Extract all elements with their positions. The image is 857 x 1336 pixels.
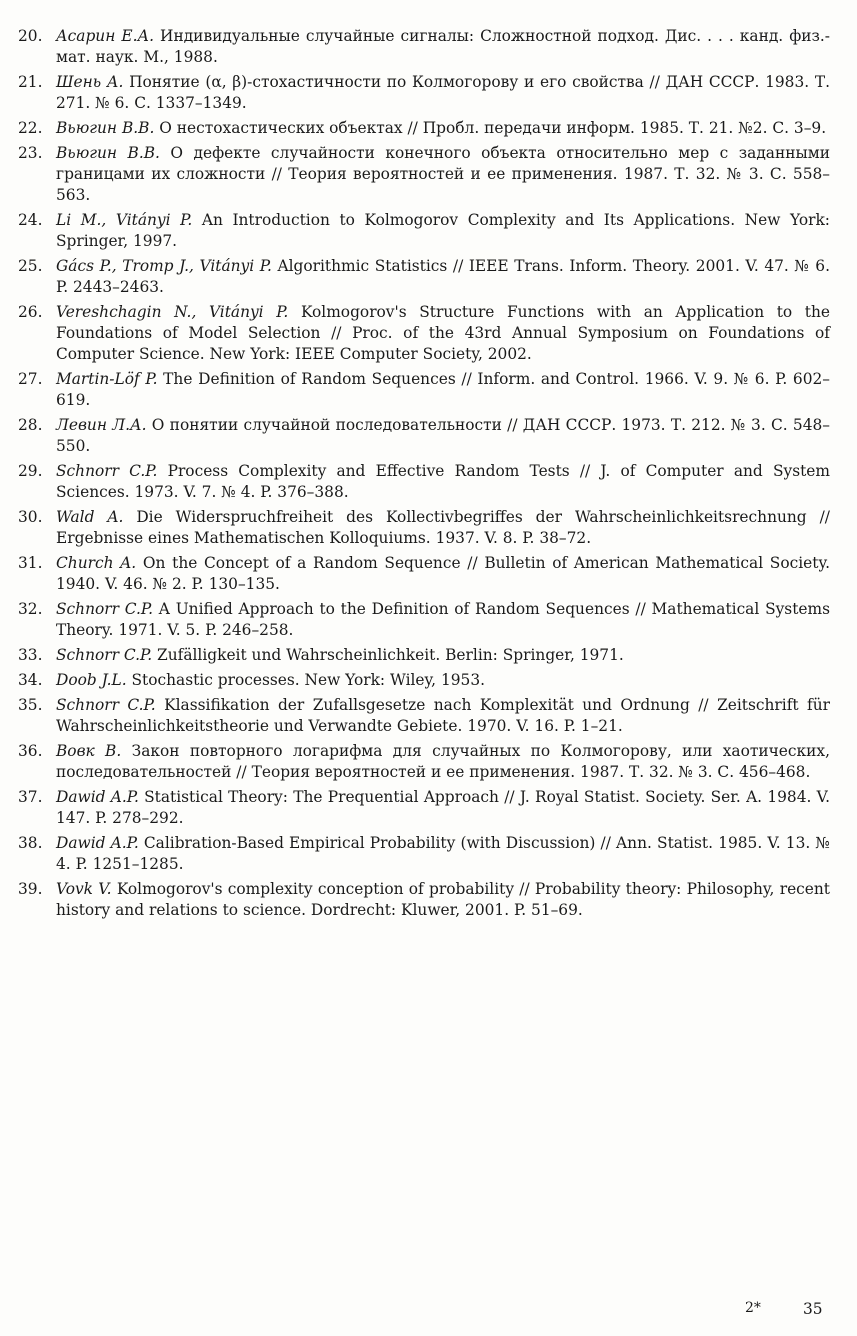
reference-author: Dawid A.P. — [56, 788, 139, 806]
reference-text: Закон повторного логарифма для случайных по Колмогорову, или хаотических, последовательностей // Теория вероятностей и ее применения. 1987. Т. 32. № 3. С. 456–468. — [56, 742, 830, 781]
reference-number: 36. — [18, 742, 43, 760]
reference-author: Vovk V. — [56, 880, 112, 898]
reference-item — [18, 461, 830, 503]
reference-author: Martin-Löf P. — [56, 370, 158, 388]
reference-number: 23. — [18, 144, 43, 162]
reference-author: Левин Л.А. — [56, 416, 147, 434]
reference-text: О дефекте случайности конечного объекта относительно мер с заданными границами их сложности // Теория вероятностей и ее применения. 1987. Т. 32. № 3. С. 558–563. — [56, 144, 830, 204]
reference-body — [56, 369, 830, 411]
reference-number: 33. — [18, 646, 43, 664]
reference-author: Vereshchagin N., Vitányi P. — [56, 303, 289, 321]
reference-text: О нестохастических объектах // Пробл. передачи информ. 1985. Т. 21. №2. С. 3–9. — [159, 119, 827, 137]
signature-mark: 2* — [745, 1300, 761, 1316]
reference-author: Вовк В. — [56, 742, 122, 760]
reference-author: Schnorr C.P. — [56, 696, 156, 714]
reference-text: Zufälligkeit und Wahrscheinlichkeit. Berlin: Springer, 1971. — [157, 646, 624, 664]
reference-body — [56, 507, 830, 549]
reference-number: 38. — [18, 834, 43, 852]
reference-number: 25. — [18, 257, 43, 275]
reference-number: 28. — [18, 416, 43, 434]
reference-body — [56, 415, 830, 457]
reference-body — [56, 143, 830, 206]
reference-text: Индивидуальные случайные сигналы: Сложностной подход. Дис. . . . канд. физ.-мат. наук. М., 1988. — [56, 27, 830, 66]
reference-body — [56, 553, 830, 595]
reference-number: 31. — [18, 554, 43, 572]
reference-item — [18, 72, 830, 114]
reference-item — [18, 507, 830, 549]
reference-body — [56, 833, 830, 875]
reference-item — [18, 695, 830, 737]
reference-number: 32. — [18, 600, 43, 618]
reference-text: On the Concept of a Random Sequence // Bulletin of American Mathematical Society. 1940. V. 46. № 2. P. 130–135. — [56, 554, 830, 593]
reference-item — [18, 256, 830, 298]
reference-number: 30. — [18, 508, 43, 526]
reference-author: Шень А. — [56, 73, 124, 91]
reference-text: The Definition of Random Sequences // Inform. and Control. 1966. V. 9. № 6. P. 602–619. — [56, 370, 830, 409]
reference-body — [56, 118, 830, 139]
reference-item — [18, 741, 830, 783]
reference-body — [56, 26, 830, 68]
reference-author: Wald A. — [56, 508, 124, 526]
page-footer — [0, 1300, 857, 1324]
reference-body — [56, 302, 830, 365]
reference-body — [56, 72, 830, 114]
reference-body — [56, 879, 830, 921]
reference-item — [18, 670, 830, 691]
reference-body — [56, 599, 830, 641]
reference-item — [18, 599, 830, 641]
reference-list — [18, 26, 830, 925]
reference-item — [18, 369, 830, 411]
reference-text: Klassifikation der Zufallsgesetze nach Komplexität und Ordnung // Zeitschrift für Wahrscheinlichkeitstheorie und Verwandte Gebiete. 1970. V. 16. P. 1–21. — [56, 696, 830, 735]
reference-number: 26. — [18, 303, 43, 321]
reference-item — [18, 833, 830, 875]
reference-text: О понятии случайной последовательности // ДАН СССР. 1973. Т. 212. № 3. С. 548–550. — [56, 416, 830, 455]
reference-author: Doob J.L. — [56, 671, 127, 689]
reference-author: Асарин Е.А. — [56, 27, 155, 45]
reference-number: 20. — [18, 27, 43, 45]
reference-text: Statistical Theory: The Prequential Approach // J. Royal Statist. Society. Ser. A. 1984. V. 147. P. 278–292. — [56, 788, 830, 827]
reference-text: Понятие (α, β)-стохастичности по Колмогорову и его свойства // ДАН СССР. 1983. Т. 271. № 6. С. 1337–1349. — [56, 73, 830, 112]
reference-body — [56, 670, 830, 691]
reference-number: 34. — [18, 671, 43, 689]
reference-author: Gács P., Tromp J., Vitányi P. — [56, 257, 272, 275]
reference-number: 29. — [18, 462, 43, 480]
reference-author: Вьюгин В.В. — [56, 144, 160, 162]
reference-number: 27. — [18, 370, 43, 388]
reference-item — [18, 118, 830, 139]
reference-text: Algorithmic Statistics // IEEE Trans. Inform. Theory. 2001. V. 47. № 6. P. 2443–2463. — [56, 257, 830, 296]
page-number: 35 — [803, 1300, 823, 1318]
reference-number: 22. — [18, 119, 43, 137]
reference-author: Schnorr C.P. — [56, 646, 153, 664]
reference-number: 35. — [18, 696, 43, 714]
reference-author: Li M., Vitányi P. — [56, 211, 193, 229]
reference-text: Process Complexity and Effective Random Tests // J. of Computer and System Sciences. 1973. V. 7. № 4. P. 376–388. — [56, 462, 830, 501]
reference-author: Dawid A.P. — [56, 834, 139, 852]
reference-text: An Introduction to Kolmogorov Complexity and Its Applications. New York: Springer, 1997. — [56, 211, 830, 250]
reference-author: Church A. — [56, 554, 137, 572]
reference-body — [56, 645, 830, 666]
reference-text: Stochastic processes. New York: Wiley, 1953. — [131, 671, 486, 689]
reference-item — [18, 553, 830, 595]
reference-item — [18, 210, 830, 252]
reference-item — [18, 787, 830, 829]
reference-author: Вьюгин В.В. — [56, 119, 155, 137]
reference-item — [18, 26, 830, 68]
reference-item — [18, 143, 830, 206]
reference-text: Calibration-Based Empirical Probability (with Discussion) // Ann. Statist. 1985. V. 13. № 4. P. 1251–1285. — [56, 834, 830, 873]
reference-author: Schnorr C.P. — [56, 600, 153, 618]
reference-number: 37. — [18, 788, 43, 806]
reference-body — [56, 461, 830, 503]
reference-item — [18, 645, 830, 666]
reference-body — [56, 256, 830, 298]
reference-number: 24. — [18, 211, 43, 229]
reference-author: Schnorr C.P. — [56, 462, 158, 480]
reference-number: 21. — [18, 73, 43, 91]
reference-item — [18, 302, 830, 365]
reference-item — [18, 879, 830, 921]
reference-item — [18, 415, 830, 457]
reference-text: A Unified Approach to the Definition of Random Sequences // Mathematical Systems Theory. 1971. V. 5. P. 246–258. — [56, 600, 830, 639]
reference-text: Kolmogorov's complexity conception of probability // Probability theory: Philosophy, recent history and relations to science. Dordrecht: Kluwer, 2001. P. 51–69. — [56, 880, 830, 919]
reference-body — [56, 741, 830, 783]
reference-text: Die Widerspruchfreiheit des Kollectivbegriffes der Wahrscheinlichkeitsrechnung // Ergebnisse eines Mathematischen Kolloquiums. 1937. V. 8. P. 38–72. — [56, 508, 830, 547]
reference-body — [56, 787, 830, 829]
reference-body — [56, 210, 830, 252]
reference-body — [56, 695, 830, 737]
reference-text: Kolmogorov's Structure Functions with an Application to the Foundations of Model Selection // Proc. of the 43rd Annual Symposium on Foundations of Computer Science. New York: IEEE Computer Society, 2002. — [56, 303, 830, 363]
reference-number: 39. — [18, 880, 43, 898]
